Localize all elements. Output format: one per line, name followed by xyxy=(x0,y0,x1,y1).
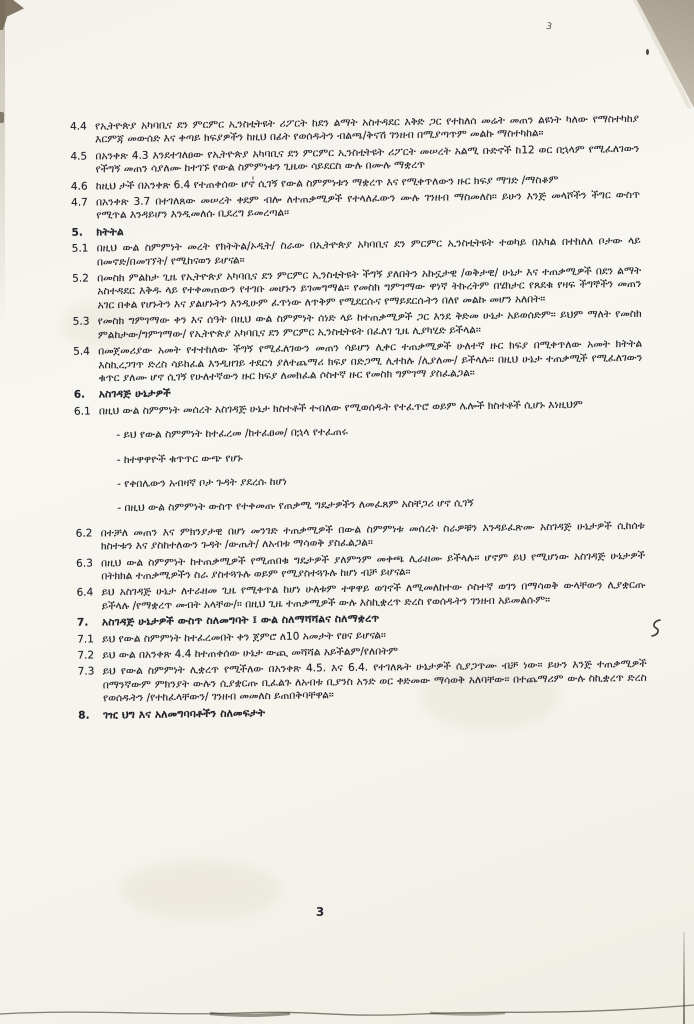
doc-bullet-item xyxy=(117,495,644,516)
item-number: 4.6 xyxy=(70,180,88,193)
corner-pencil-mark: 3 xyxy=(545,21,553,33)
item-text: - ከተዋዋዮች ቁጥጥር ውጭ የሆኑ xyxy=(116,451,243,466)
doc-bullet-item xyxy=(117,446,644,467)
item-number: 5.4 xyxy=(73,345,90,358)
item-number: 7. xyxy=(76,616,89,629)
item-text: ይህ አስገዳጅ ሁኔታ ለተራዘመ ጊዜ የሚቀጥል ከሆነ ሁለቱም ተዋዋይ ወገኖች ለሚመለከተው ሶስተኛ ወገን በማሳወቅ ውላቸውን ሊያቋርጡ ይችላሉ /የማቋረጥ መብት አላቸው/። በዚህ ጊዜ ተጠቃሚዎች ውሉ እስኪቋረጥ ድረስ የወሰዱትን ገንዘብ አይመልሱም። xyxy=(101,579,646,613)
item-number: 6.2 xyxy=(75,527,93,540)
item-number: 7.1 xyxy=(77,633,94,646)
item-number: 6. xyxy=(73,388,86,402)
page-number: 3 xyxy=(315,905,325,919)
item-text: - የቀበሌውን አብዛኛ ቦታ ጉዳት ያደረሱ ከሆነ xyxy=(116,475,287,491)
item-text: አስገዳጅ ሁኔታዎች xyxy=(98,387,171,401)
doc-bullet-item xyxy=(116,422,643,443)
item-number: 7.2 xyxy=(77,649,95,662)
doc-numbered-item xyxy=(70,113,639,148)
item-text: በዚህ ውል ስምምነት መረት የክትትል/ኦዲት/ ስራው በኢትዮጵያ አካባቢና ደን ምርምር ኢንስቲትዩት ተወካይ በአካል በተከለለ ቦታው ላይ በመኖድ/በመገኘት/ የሚከናወን ይሆናል። xyxy=(96,235,641,269)
doc-numbered-item xyxy=(71,189,640,224)
doc-numbered-item xyxy=(72,265,642,313)
item-text: ይህ ውል በአንቀጽ 4.4 ከተጠቀሰው ሁኔታ ውጪ መሻሻል አይችልም/የለበትም xyxy=(102,645,399,662)
item-text: የመስክ ግምገማው ቀን እና ሰዓት በዚህ ውል ስምምነት ሰነድ ላይ ከተጠቃሚዎች ጋር እንደ ቅድመ ሁኔታ አይወሰድም። ይህም ማለት የመስክ ምልከታው/ግምገማው/ የኢትዮጵያ አካባቢና ደን ምርምር ኢንስቲትዩት በፈለገ ጊዜ ሊያካሂድ ይችላል። xyxy=(97,308,642,342)
item-number: 6.4 xyxy=(76,586,94,600)
doc-bullet-item xyxy=(117,471,644,492)
doc-numbered-item xyxy=(76,549,645,584)
item-number: 4.4 xyxy=(69,120,87,133)
item-text: ክትትል xyxy=(96,225,124,239)
item-text: - በዚህ ውል ስምምነት ውስጥ የተቀመጡ የጠቃሚ ግዴታዎችን ለመፈጸም አስቸጋሪ ሆኖ ሲገኝ xyxy=(117,497,474,515)
doc-numbered-item xyxy=(78,658,648,706)
item-text: በተቻለ መጠን እና ምክንያታዊ በሆነ መንገድ ተጠቃሚዎች በውል ስምምነቱ መሰረት ስራዎቹን እንዳይፈጽሙ አስገዳጅ ሁኔታዎች ሲከሰቱ ክስተቱን እና ያስከተለውን ጉዳት /ውጤት/ ለአብቱ ማሳወቅ ያስፈልጋል። xyxy=(100,519,645,553)
item-number: 5.2 xyxy=(72,272,89,285)
page-bottom-edge-shadow xyxy=(0,990,694,1024)
item-text: በአንቀጽ 3.7 በተገለጸው መሠረት ቀደም ብሎ ለተጠቃሚዎች የተላለፈውን ሙሉ ገንዘብ ማስመለስ። ይሁን እንጅ መላሾችን ችግር ውስጥ የሚጥል እንዳይሆን እንዲመለሱ ቢደረግ ይመረጣል። xyxy=(96,188,641,222)
item-text: ገዢ ህግ እና አለመግባባቶችን ስለመፍታት xyxy=(103,706,266,721)
item-text: ከዚህ ታች በአንቀጽ 6.4 የተጠቀሰው ሆኖ ሲገኝ የውል ስምምነቱን ማቋረጥ እና የሚቀጥለውን ዙር ክፍያ ማገድ /ማስቆም xyxy=(95,173,559,193)
doc-numbered-item xyxy=(73,338,643,386)
item-text: በዚህ ውል ስምምነት ከተጠቃሚዎች የሚጠበቁ ግዴታዎች ያለምንም መቀጫ ሊራዘሙ ይችላሉ። ሆኖም ይህ የሚሆነው አስገዳጅ ሁኔታዎች በትክክል ተጠቃሚዎችን ስራ ያስተጓጉሉ ወይም የሚያስተጓጉሉ ከሆነ ብቻ ይሆናል። xyxy=(101,549,646,583)
item-number: 5. xyxy=(71,226,83,239)
item-number: 6.3 xyxy=(76,557,93,570)
item-text: ይህ የውል ስምምነት ሊቋረጥ የሚችለው በአንቀጽ 4.5. እና 6.4. የተገለጹት ሁኔታዎች ሲያጋጥሙ ብቻ ነው። ይሁን እንጅ ተጠቃሚዎች በማንኛውም ምክንያት ውሉን ሲያቋርጡ ቢፈልጉ ለአብቱ ቢያንስ አንድ ወር ቀድመው ማሳወቅ አለባቸው። በተጨማሪም ውሉ ስኪቋረጥ ድረስ የወሰዱትን /የተከፈላቸውን/ ገንዘብ መመለስ ይጠበቅባቸዋል። xyxy=(102,658,647,705)
item-number: 4.7 xyxy=(71,196,88,209)
doc-numbered-item xyxy=(70,143,639,178)
item-number: 8. xyxy=(78,709,90,722)
item-text: በመጀመሪያው አመት የተተከለው ችግኝ የሚፈለገውን መጠን ሳይሆን ሊቀር ተጠቃሚዎች ሁለተኛ ዙር ክፍያ በሚቀጥለው አመት ክትትል እስኪረጋገጥ ድረስ ሳይከፈል እንዲዘገይ ተደርጎ ያለተጨማሪ ክፍያ በድጋሚ ሊተከሉ /ሊያለሙ/ ይችላሉ። በዚህ ሁኔታ ተጠቃሚች የሚፈለገውን ቁጥር ያለሙ ሆኖ ሲገኝ የሁለተኛውን ዙር ክፍያ ለመክፈል ሶስተኛ ዙር የመስክ ግምገማ ያስፈልጋል። xyxy=(98,337,643,385)
doc-numbered-item xyxy=(76,520,645,555)
item-text: - ይህ የውል ስምምነት ከተፈረመ /ከተፈፀመ/ በኋላ የተፈጠሩ xyxy=(116,426,348,442)
item-text: የኢትዮጵያ አካባቢና ደን ምርምር ኢንስቲትዩት ሪፖርት ከደን ልማት አስተዳደር እቅድ ጋር የተከለሰ መሬት መጠን ልዩነት ካለው የማስተካከያ እርምጃ መውሰድ እና ቀጣይ ክፍያዎችን ከዚህ በፊት የወሰዱትን ብልጫ/ቅናሽ ገንዘብ በሚያጣጥም መልኩ ማስተካከል። xyxy=(94,112,640,146)
item-number: 5.3 xyxy=(72,315,90,328)
doc-numbered-item xyxy=(72,235,641,270)
item-number: 4.5 xyxy=(70,150,88,163)
item-text: አስገዳጅ ሁኔታዎች ውስጥ ስለመግባት ፤ ውል ስለማሻሻልና ስለማቋረጥ xyxy=(101,612,380,629)
item-number: 5.1 xyxy=(71,242,89,255)
item-text: በአንቀጽ 4.3 እንደተገለፀው የኢትዮጵያ አካባቢና ደን ምርምር ኢንስቲትዩት ሪፖርት መሠረት አልሚ ቡድኖች ከ12 ወር በኋላም የሚፈለገውን የችግኝ መጠን ሳያለሙ ከተገኙ የውል ስምምነቱን ጊዜው ሳይደርስ ውሉ በሙሉ ማቋረጥ xyxy=(95,142,640,176)
page-crease xyxy=(683,932,685,1024)
item-number: 6.1 xyxy=(73,405,91,418)
item-text: በዚህ ውል ስምምነት መሰረት አስገዳጅ ሁኔታ ክስተቶች ተብለው የሚወሰዱት የተፈጥሮ ወይም ሌሎች ክስተቶች ሲሆኑ እነዚህም xyxy=(98,398,583,418)
item-number: 7.3 xyxy=(77,665,95,679)
doc-numbered-item xyxy=(76,579,645,614)
item-text: በመስክ ምልከታ ጊዜ የኢትዮጵያ አካባቢና ደን ምርምር ኢንስቲትዩት ችግኝ ያለበትን አኩኗታዊ /ወቅታዊ/ ሁኔታ እና ተጠቃሚዎች በደን ልማት አስተዳደር እቅዱ ላይ የተቀመጠውን የተገቡ መሆኑን ይገመግማል። የመስክ ግምገማው ዋነኛ ትኩረትም በሄክታር የጸደቁ የዛፍ ችግኞችን መጠን አገር በቀል የሆኑትን እና ያልሆኑትን እንዲሁም ፈጥነው ለጥቅም የሚደርሱና የማይደርሱትን በለየ መልኩ መሆን አለበት። xyxy=(97,264,642,312)
doc-numbered-item xyxy=(73,308,642,343)
paper-texture-blotch xyxy=(120,860,280,920)
item-text: ይህ የውል ስምምነት ከተፈረመበት ቀን ጀምሮ ለ10 አመታት የፀና ይሆናል። xyxy=(102,628,386,645)
